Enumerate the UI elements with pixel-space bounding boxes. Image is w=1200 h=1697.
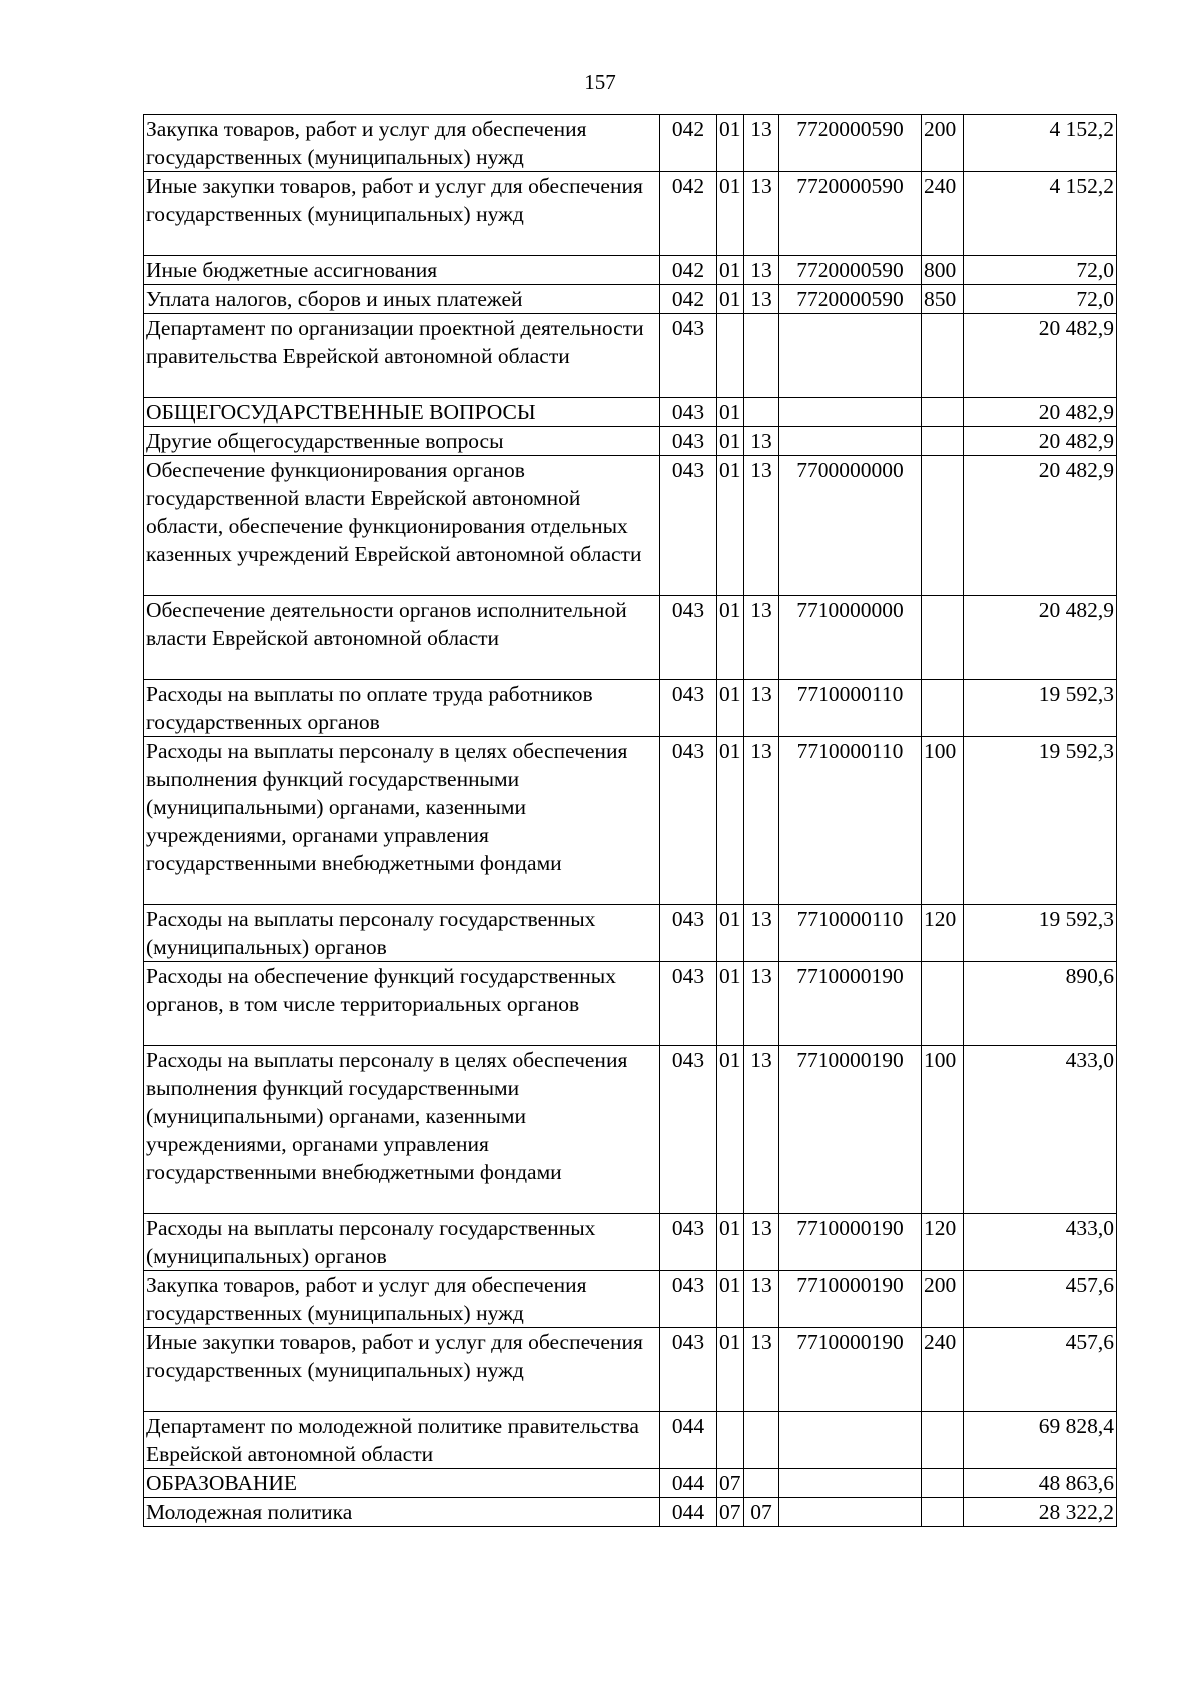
row-pr: 13 [744,1046,779,1214]
row-vr [922,1498,964,1527]
row-name: Расходы на выплаты персоналу государственных (муниципальных) органов [144,905,660,962]
row-vr [922,1469,964,1498]
row-sum: 69 828,4 [964,1412,1117,1469]
row-rz: 07 [717,1498,744,1527]
row-pr: 13 [744,115,779,172]
row-ved: 043 [660,905,717,962]
row-ved: 043 [660,680,717,737]
row-name: Расходы на выплаты по оплате труда работников государственных органов [144,680,660,737]
table-row [144,962,1117,1046]
row-rz: 01 [717,456,744,596]
row-ved: 042 [660,285,717,314]
row-sum: 48 863,6 [964,1469,1117,1498]
row-rz: 01 [717,285,744,314]
row-ved: 042 [660,115,717,172]
row-name: Расходы на обеспечение функций государственных органов, в том числе территориальных органов [144,962,660,1046]
row-pr [744,1412,779,1469]
row-csr [779,427,922,456]
row-name: Расходы на выплаты персоналу государственных (муниципальных) органов [144,1214,660,1271]
row-name: ОБРАЗОВАНИЕ [144,1469,660,1498]
row-rz: 01 [717,1046,744,1214]
row-sum: 20 482,9 [964,596,1117,680]
row-pr: 13 [744,1214,779,1271]
row-rz: 01 [717,398,744,427]
row-sum: 433,0 [964,1046,1117,1214]
row-name: Закупка товаров, работ и услуг для обеспечения государственных (муниципальных) нужд [144,115,660,172]
row-pr: 13 [744,596,779,680]
row-ved: 043 [660,962,717,1046]
table-row [144,1046,1117,1214]
table-row [144,1498,1117,1527]
row-name: Молодежная политика [144,1498,660,1527]
row-name: Обеспечение функционирования органов государственной власти Еврейской автономной области, обеспечение функционирования отдельных казенных учреждений Еврейской автономной области [144,456,660,596]
row-vr: 100 [922,737,964,905]
table-row [144,115,1117,172]
table-row [144,1328,1117,1412]
row-pr: 13 [744,427,779,456]
row-vr [922,962,964,1046]
row-vr: 100 [922,1046,964,1214]
row-vr [922,398,964,427]
row-pr [744,398,779,427]
row-name: Расходы на выплаты персоналу в целях обеспечения выполнения функций государственными (муниципальными) органами, казенными учреждениями, органами управления государственными внебюджетными фондами [144,1046,660,1214]
row-ved: 044 [660,1412,717,1469]
row-sum: 19 592,3 [964,905,1117,962]
row-csr: 7720000590 [779,115,922,172]
row-name: ОБЩЕГОСУДАРСТВЕННЫЕ ВОПРОСЫ [144,398,660,427]
row-rz: 01 [717,1328,744,1412]
row-vr [922,427,964,456]
table-row [144,1469,1117,1498]
row-rz: 01 [717,680,744,737]
row-vr [922,314,964,398]
row-csr: 7710000190 [779,962,922,1046]
row-pr: 13 [744,680,779,737]
page-number: 157 [584,70,616,94]
row-csr: 7710000110 [779,737,922,905]
table-row [144,1412,1117,1469]
row-rz: 01 [717,962,744,1046]
row-ved: 042 [660,256,717,285]
table-row [144,1271,1117,1328]
row-sum: 20 482,9 [964,427,1117,456]
row-pr: 13 [744,905,779,962]
row-vr: 850 [922,285,964,314]
row-sum: 457,6 [964,1271,1117,1328]
row-sum: 433,0 [964,1214,1117,1271]
row-ved: 043 [660,737,717,905]
row-rz: 01 [717,1214,744,1271]
row-sum: 457,6 [964,1328,1117,1412]
row-rz: 01 [717,427,744,456]
row-vr: 800 [922,256,964,285]
row-csr [779,1469,922,1498]
row-name: Иные бюджетные ассигнования [144,256,660,285]
row-sum: 20 482,9 [964,398,1117,427]
table-row [144,314,1117,398]
row-csr: 7720000590 [779,256,922,285]
row-vr: 200 [922,1271,964,1328]
table-row [144,256,1117,285]
table-row [144,680,1117,737]
row-vr: 120 [922,1214,964,1271]
row-name: Закупка товаров, работ и услуг для обеспечения государственных (муниципальных) нужд [144,1271,660,1328]
row-rz: 01 [717,115,744,172]
row-pr: 13 [744,962,779,1046]
row-pr: 13 [744,256,779,285]
row-csr: 7710000190 [779,1214,922,1271]
row-name: Расходы на выплаты персоналу в целях обеспечения выполнения функций государственными (муниципальными) органами, казенными учреждениями, органами управления государственными внебюджетными фондами [144,737,660,905]
row-pr: 13 [744,737,779,905]
row-csr [779,398,922,427]
row-vr: 120 [922,905,964,962]
row-vr: 240 [922,172,964,256]
row-ved: 043 [660,1328,717,1412]
row-csr: 7710000000 [779,596,922,680]
row-sum: 4 152,2 [964,115,1117,172]
row-ved: 044 [660,1469,717,1498]
budget-table-body [144,115,1117,1527]
row-rz [717,314,744,398]
row-ved: 042 [660,172,717,256]
row-sum: 20 482,9 [964,314,1117,398]
row-sum: 19 592,3 [964,680,1117,737]
row-vr: 240 [922,1328,964,1412]
row-pr [744,314,779,398]
row-rz: 01 [717,172,744,256]
row-csr: 7710000190 [779,1271,922,1328]
row-pr: 13 [744,172,779,256]
row-name: Департамент по организации проектной деятельности правительства Еврейской автономной области [144,314,660,398]
row-vr: 200 [922,115,964,172]
row-sum: 19 592,3 [964,737,1117,905]
table-row [144,172,1117,256]
row-name: Обеспечение деятельности органов исполнительной власти Еврейской автономной области [144,596,660,680]
row-name: Иные закупки товаров, работ и услуг для обеспечения государственных (муниципальных) нужд [144,1328,660,1412]
row-sum: 4 152,2 [964,172,1117,256]
row-csr: 7700000000 [779,456,922,596]
table-row [144,398,1117,427]
row-pr: 13 [744,1271,779,1328]
row-csr: 7710000190 [779,1046,922,1214]
row-rz: 01 [717,256,744,285]
row-csr: 7720000590 [779,285,922,314]
row-ved: 043 [660,456,717,596]
row-vr [922,596,964,680]
row-csr: 7720000590 [779,172,922,256]
row-name: Уплата налогов, сборов и иных платежей [144,285,660,314]
row-name: Другие общегосударственные вопросы [144,427,660,456]
row-ved: 043 [660,314,717,398]
row-sum: 72,0 [964,256,1117,285]
table-row [144,285,1117,314]
row-ved: 043 [660,1214,717,1271]
budget-table [143,114,1117,1527]
row-ved: 043 [660,398,717,427]
table-row [144,596,1117,680]
row-rz: 01 [717,596,744,680]
row-rz: 01 [717,1271,744,1328]
table-row [144,905,1117,962]
row-pr: 13 [744,456,779,596]
row-ved: 043 [660,1046,717,1214]
row-sum: 72,0 [964,285,1117,314]
row-pr: 13 [744,285,779,314]
row-csr: 7710000190 [779,1328,922,1412]
row-sum: 28 322,2 [964,1498,1117,1527]
row-pr [744,1469,779,1498]
row-vr [922,456,964,596]
row-pr: 13 [744,1328,779,1412]
row-rz: 01 [717,905,744,962]
row-csr [779,1498,922,1527]
row-name: Департамент по молодежной политике правительства Еврейской автономной области [144,1412,660,1469]
table-row [144,456,1117,596]
row-ved: 043 [660,1271,717,1328]
row-ved: 043 [660,596,717,680]
row-ved: 044 [660,1498,717,1527]
row-csr: 7710000110 [779,680,922,737]
row-rz: 01 [717,737,744,905]
row-csr: 7710000110 [779,905,922,962]
table-row [144,1214,1117,1271]
row-name: Иные закупки товаров, работ и услуг для обеспечения государственных (муниципальных) нужд [144,172,660,256]
row-rz: 07 [717,1469,744,1498]
row-csr [779,314,922,398]
row-sum: 20 482,9 [964,456,1117,596]
table-row [144,737,1117,905]
row-rz [717,1412,744,1469]
row-pr: 07 [744,1498,779,1527]
row-sum: 890,6 [964,962,1117,1046]
table-row [144,427,1117,456]
row-csr [779,1412,922,1469]
row-vr [922,1412,964,1469]
row-vr [922,680,964,737]
row-ved: 043 [660,427,717,456]
